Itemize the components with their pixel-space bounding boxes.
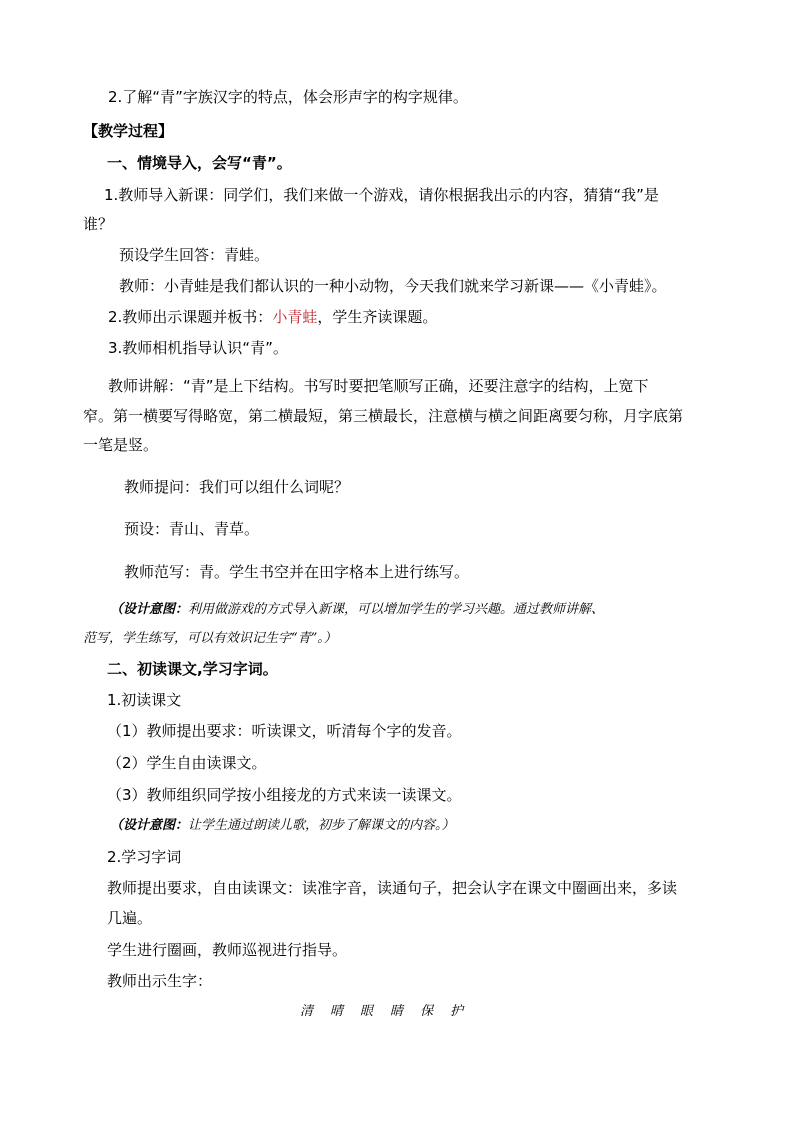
design-intent-text: 利用做游戏的方式导入新课，可以增加学生的学习兴趣。通过教师讲解、	[188, 602, 605, 617]
design-intent-tag: （设计意图：	[110, 818, 189, 833]
teacher-question: 教师提问：我们可以组什么词呢？	[124, 478, 350, 496]
design-intent-2	[110, 816, 455, 836]
new-character: 护	[450, 1004, 464, 1019]
demo-writing: 教师范写：青。学生书空并在田字格本上进行练写。	[124, 563, 470, 581]
explain-line3: 一笔是竖。	[83, 436, 159, 454]
section1-heading: 一、情境导入，会写“青”。	[107, 154, 292, 172]
design-intent-1-line1	[110, 600, 604, 620]
step2	[108, 307, 437, 327]
new-character: 睛	[390, 1004, 404, 1019]
explain-line1: 教师讲解：“青”是上下结构。书写时要把笔顺写正确，还要注意字的结构，上宽下	[108, 377, 649, 395]
objective-2: 2.了解“青”字族汉字的特点，体会形声字的构字规律。	[108, 88, 468, 106]
lesson-title-highlight: 小青蛙	[272, 308, 318, 326]
teacher-intro: 教师：小青蛙是我们都认识的一种小动物，今天我们就来学习新课——《小青蛙》。	[119, 277, 667, 295]
step1-line2: 谁？	[83, 215, 114, 233]
new-characters-list	[300, 1002, 480, 1022]
requirement-line2: 几遍。	[107, 909, 153, 927]
explain-line2: 窄。第一横要写得略宽，第二横最短，第三横最长，注意横与横之间距离要匀称，月字底第	[83, 407, 684, 425]
new-character: 晴	[330, 1004, 344, 1019]
design-intent-1-line2: 范写，学生练写，可以有效识记生字“青”。）	[83, 631, 337, 646]
step2-suffix: ，学生齐读课题。	[317, 308, 438, 326]
step1-line1: 1.教师导入新课：同学们，我们来做一个游戏，请你根据我出示的内容，猜猜“我”是	[104, 186, 659, 204]
circle-activity: 学生进行圈画，教师巡视进行指导。	[107, 941, 348, 959]
section2-item3: （3）教师组织同学按小组接龙的方式来读一读课文。	[107, 786, 462, 804]
section2-item1: （1）教师提出要求：听读课文，听清每个字的发音。	[107, 722, 462, 740]
new-character: 眼	[360, 1004, 374, 1019]
design-intent-text: 让学生通过朗读儿歌，初步了解课文的内容。）	[188, 818, 455, 833]
section2-sub1: 1.初读课文	[107, 691, 182, 709]
preset-words: 预设：青山、青草。	[124, 520, 260, 538]
step3: 3.教师相机指导认识“青”。	[108, 339, 288, 357]
section2-heading: 二、初读课文,学习字词。	[107, 660, 278, 678]
preset-answer: 预设学生回答：青蛙。	[119, 246, 270, 264]
design-intent-tag: （设计意图：	[110, 602, 189, 617]
show-characters: 教师出示生字：	[107, 972, 213, 990]
new-character: 清	[300, 1004, 314, 1019]
section2-sub2: 2.学习字词	[107, 848, 182, 866]
process-heading: 【教学过程】	[83, 122, 174, 140]
requirement-line1: 教师提出要求，自由读课文：读准字音，读通句子，把会认字在课文中圈画出来，多读	[107, 879, 678, 897]
new-character: 保	[420, 1004, 434, 1019]
section2-item2: （2）学生自由读课文。	[107, 754, 267, 772]
step2-prefix: 2.教师出示课题并板书：	[108, 308, 273, 326]
